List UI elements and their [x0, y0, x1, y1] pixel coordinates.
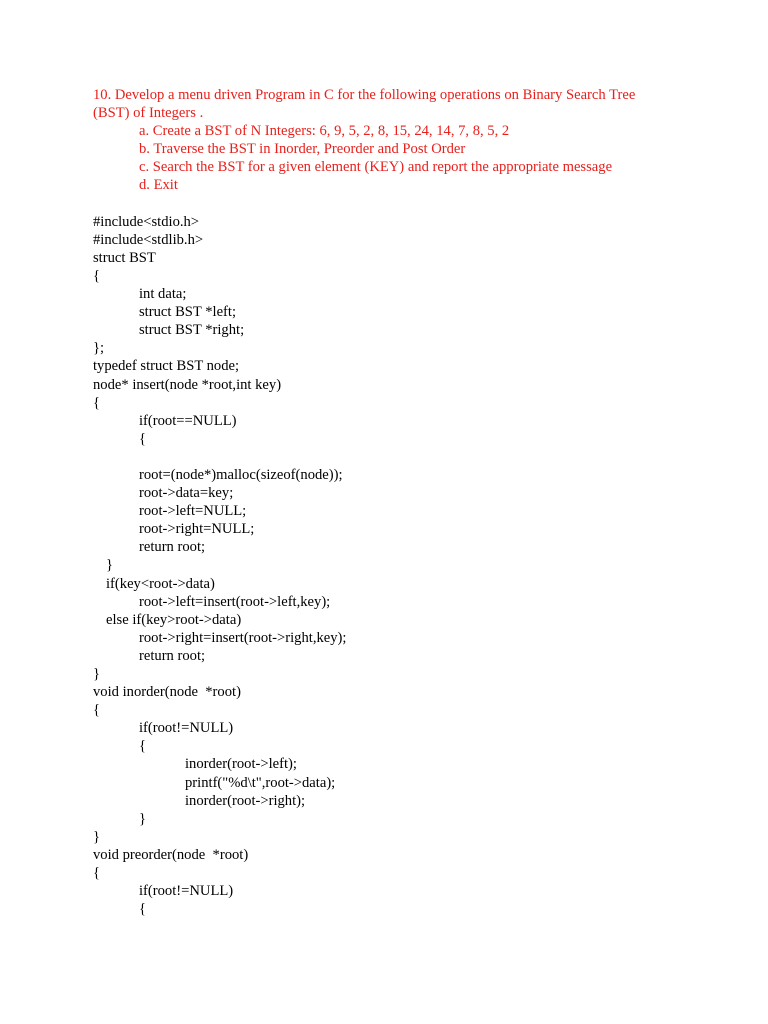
code-line: }: [106, 557, 114, 574]
section-spacer: [93, 195, 693, 213]
document-body: [93, 86, 693, 918]
code-line: node* insert(node *root,int key): [93, 376, 282, 393]
code-line: root->left=NULL;: [139, 503, 247, 520]
problem-option-b: b. Traverse the BST in Inorder, Preorder and Post Order: [139, 141, 466, 158]
code-line: if(key<root->data): [106, 575, 215, 592]
code-line: struct BST *right;: [139, 322, 245, 339]
code-line: {: [93, 267, 101, 284]
code-line: root->left=insert(root->left,key);: [139, 593, 331, 610]
code-line: if(root!=NULL): [139, 720, 234, 737]
code-line: root->right=insert(root->right,key);: [139, 629, 347, 646]
code-line: }: [139, 810, 147, 827]
code-line: int data;: [139, 286, 187, 303]
code-line: {: [93, 394, 101, 411]
problem-title-line-1: 10. Develop a menu driven Program in C for the following operations on Binary Search Tree: [93, 87, 636, 103]
code-line: if(root!=NULL): [139, 883, 234, 900]
problem-option-d: d. Exit: [139, 177, 178, 194]
code-line: root->data=key;: [139, 485, 234, 502]
code-line: void inorder(node *root): [93, 684, 241, 701]
code-line: #include<stdlib.h>: [93, 231, 204, 248]
code-line: }: [93, 666, 101, 682]
problem-statement: [93, 86, 693, 195]
code-line-blank: [93, 448, 693, 466]
code-line: #include<stdio.h>: [93, 213, 200, 230]
code-line: {: [139, 738, 147, 755]
code-line: inorder(root->right);: [185, 792, 306, 809]
problem-option-c: c. Search the BST for a given element (KEY) and report the appropriate message: [139, 159, 613, 176]
code-line: }: [93, 828, 101, 845]
code-line: struct BST: [93, 249, 156, 266]
code-line: inorder(root->left);: [185, 756, 297, 773]
code-line: typedef struct BST node;: [93, 358, 240, 375]
problem-title-line-2: (BST) of Integers .: [93, 105, 204, 122]
code-line: {: [93, 702, 101, 719]
code-line: return root;: [139, 647, 206, 664]
code-line: if(root==NULL): [139, 412, 237, 429]
code-line: {: [139, 430, 147, 447]
code-line: };: [93, 340, 105, 357]
code-line: root=(node*)malloc(sizeof(node));: [139, 466, 343, 483]
code-line: {: [93, 865, 101, 882]
code-line: return root;: [139, 539, 206, 556]
problem-option-a: a. Create a BST of N Integers: 6, 9, 5, 2, 8, 15, 24, 14, 7, 8, 5, 2: [139, 123, 510, 140]
code-listing: [93, 213, 693, 919]
code-line: void preorder(node *root): [93, 846, 249, 863]
code-line: else if(key>root->data): [106, 611, 242, 628]
code-line: struct BST *left;: [139, 304, 237, 321]
code-line: printf("%d\t",root->data);: [185, 774, 336, 791]
code-line: root->right=NULL;: [139, 521, 255, 538]
code-line: {: [139, 901, 147, 918]
